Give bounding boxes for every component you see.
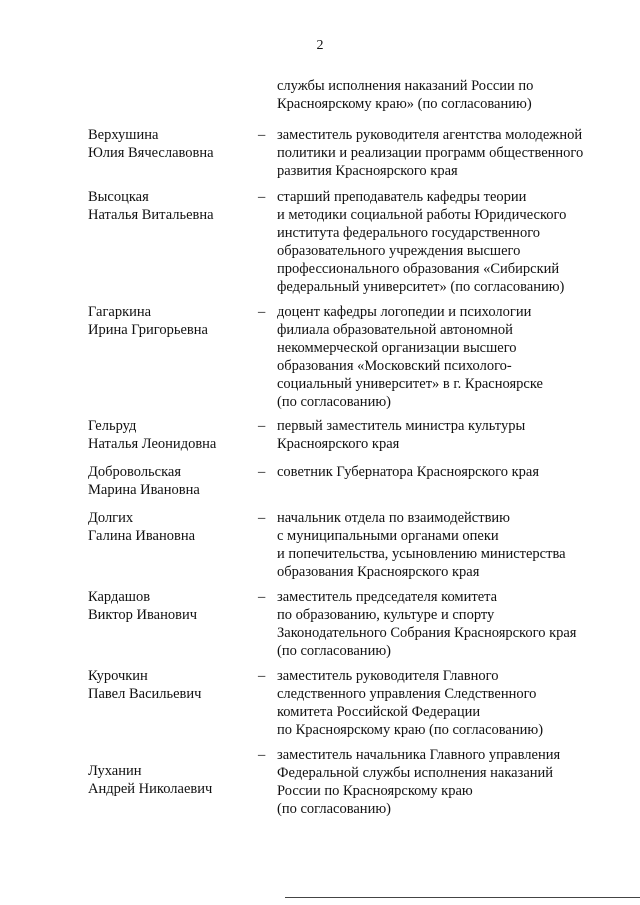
member-given-name: Марина Ивановна <box>88 482 200 498</box>
member-position <box>277 303 607 411</box>
member-name <box>88 509 258 545</box>
position-line: России по Красноярскому краю <box>277 783 473 799</box>
position-line: образования Красноярского края <box>277 564 480 580</box>
member-given-name: Галина Ивановна <box>88 528 196 544</box>
member-position <box>277 188 607 296</box>
position-line: (по согласованию) <box>277 394 391 410</box>
member-surname: Добровольская <box>88 464 182 480</box>
dash-separator: – <box>258 747 266 763</box>
member-name <box>88 188 258 224</box>
position-line: первый заместитель министра культуры <box>277 418 526 434</box>
member-surname: Верхушина <box>88 127 159 143</box>
member-given-name: Ирина Григорьевна <box>88 322 208 338</box>
dash-separator: – <box>258 418 266 434</box>
dash-separator: – <box>258 304 266 320</box>
position-line: по образованию, культуре и спорту <box>277 607 495 623</box>
dash-separator: – <box>258 464 266 480</box>
position-line: (по согласованию) <box>277 801 391 817</box>
continuation-text <box>277 77 607 113</box>
position-line: и методики социальной работы Юридического <box>277 207 567 223</box>
position-line: политики и реализации программ общественного <box>277 145 584 161</box>
member-position <box>277 667 607 739</box>
member-surname: Высоцкая <box>88 189 149 205</box>
dash-separator: – <box>258 510 266 526</box>
continuation-line: службы исполнения наказаний России по <box>277 78 534 94</box>
position-line: следственного управления Следственного <box>277 686 537 702</box>
continuation-line: Красноярскому краю» (по согласованию) <box>277 96 532 112</box>
member-position <box>277 463 607 481</box>
position-line: института федерального государственного <box>277 225 541 241</box>
dash-separator: – <box>258 189 266 205</box>
dash-separator: – <box>258 668 266 684</box>
member-position <box>277 746 607 818</box>
member-position <box>277 509 607 581</box>
position-line: заместитель начальника Главного управления <box>277 747 561 763</box>
position-line: федеральный университет» (по согласованию) <box>277 279 565 295</box>
member-given-name: Павел Васильевич <box>88 686 202 702</box>
member-surname: Долгих <box>88 510 134 526</box>
position-line: образования «Московский психолого- <box>277 358 512 374</box>
position-line: комитета Российской Федерации <box>277 704 481 720</box>
position-line: социальный университет» в г. Красноярске <box>277 376 543 392</box>
position-line: старший преподаватель кафедры теории <box>277 189 527 205</box>
position-line: заместитель руководителя Главного <box>277 668 499 684</box>
position-line: филиала образовательной автономной <box>277 322 513 338</box>
member-name <box>88 667 258 703</box>
position-line: Законодательного Собрания Красноярского края <box>277 625 577 641</box>
position-line: с муниципальными органами опеки <box>277 528 499 544</box>
member-surname: Гельруд <box>88 418 137 434</box>
position-line: Красноярского края <box>277 436 400 452</box>
member-given-name: Наталья Леонидовна <box>88 436 217 452</box>
position-line: заместитель председателя комитета <box>277 589 498 605</box>
member-given-name: Юлия Вячеславовна <box>88 145 214 161</box>
dash-separator: – <box>258 127 266 143</box>
member-name <box>88 417 258 453</box>
position-line: (по согласованию) <box>277 643 391 659</box>
dash-separator: – <box>258 589 266 605</box>
position-line: доцент кафедры логопедии и психологии <box>277 304 532 320</box>
page-edge-line <box>285 897 640 898</box>
member-name <box>88 762 258 798</box>
member-given-name: Виктор Иванович <box>88 607 198 623</box>
member-surname: Гагаркина <box>88 304 152 320</box>
position-line: начальник отдела по взаимодействию <box>277 510 511 526</box>
page-number: 2 <box>316 38 324 53</box>
member-given-name: Наталья Витальевна <box>88 207 214 223</box>
position-line: профессионального образования «Сибирский <box>277 261 560 277</box>
member-position <box>277 126 607 180</box>
position-line: заместитель руководителя агентства молодежной <box>277 127 583 143</box>
member-surname: Луханин <box>88 763 142 779</box>
position-line: Федеральной службы исполнения наказаний <box>277 765 554 781</box>
member-position <box>277 588 607 660</box>
position-line: по Красноярскому краю (по согласованию) <box>277 722 544 738</box>
member-surname: Кардашов <box>88 589 151 605</box>
position-line: некоммерческой организации высшего <box>277 340 517 356</box>
position-line: и попечительства, усыновлению министерства <box>277 546 566 562</box>
member-surname: Курочкин <box>88 668 148 684</box>
member-name <box>88 303 258 339</box>
member-given-name: Андрей Николаевич <box>88 781 213 797</box>
position-line: развития Красноярского края <box>277 163 458 179</box>
position-line: образовательного учреждения высшего <box>277 243 521 259</box>
position-line: советник Губернатора Красноярского края <box>277 464 539 480</box>
member-position <box>277 417 607 453</box>
member-name <box>88 588 258 624</box>
member-name <box>88 463 258 499</box>
member-name <box>88 126 258 162</box>
